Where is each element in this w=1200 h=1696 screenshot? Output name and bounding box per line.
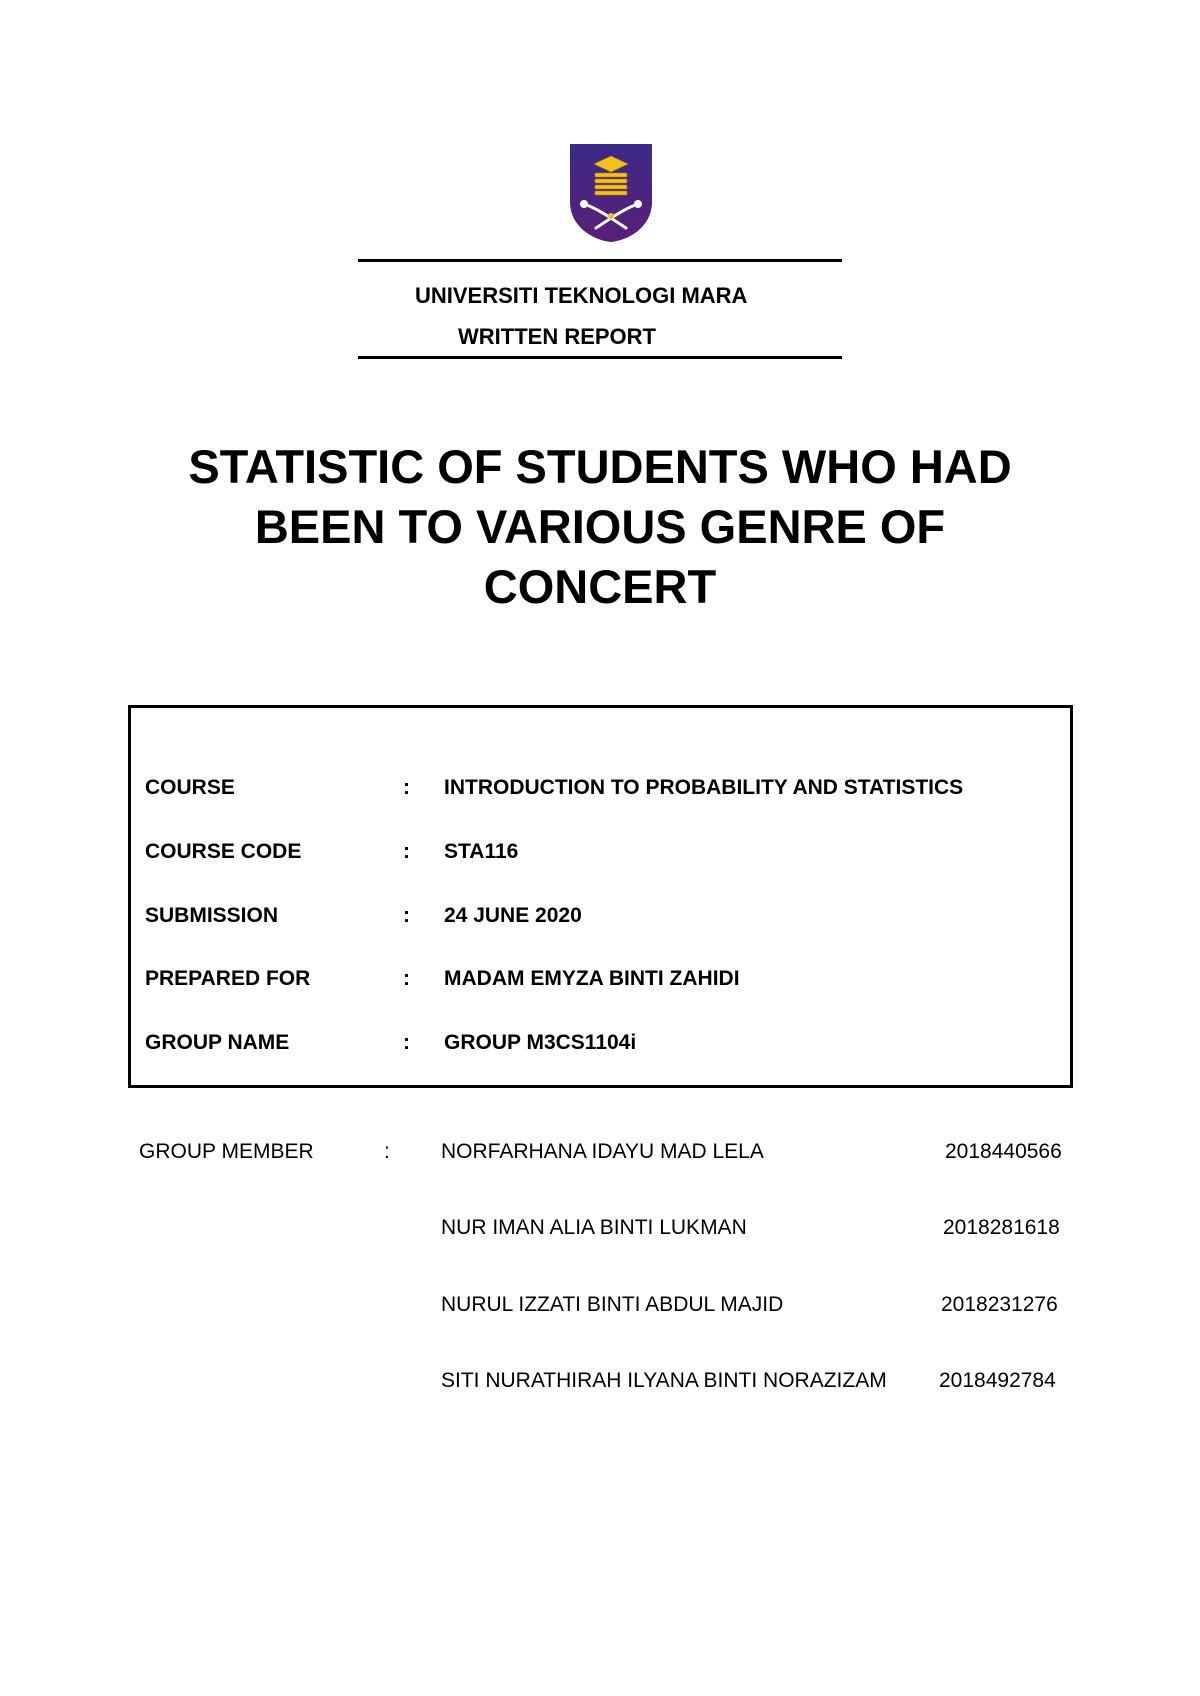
info-label: COURSE CODE [145, 840, 302, 863]
title-line-3: CONCERT [483, 560, 717, 613]
member-id: 2018440566 [945, 1140, 1062, 1163]
info-value: STA116 [444, 840, 519, 863]
member-id: 2018281618 [943, 1216, 1060, 1239]
info-value: 24 JUNE 2020 [444, 904, 582, 927]
info-row-group-name [131, 1031, 1070, 1059]
group-member-label: GROUP MEMBER [139, 1140, 314, 1163]
header-bottom-rule [358, 356, 842, 359]
member-name: NURUL IZZATI BINTI ABDUL MAJID [441, 1293, 784, 1316]
member-id: 2018492784 [939, 1369, 1056, 1392]
report-title [0, 437, 1200, 617]
course-info-box [128, 705, 1073, 1088]
title-line-1: STATISTIC OF STUDENTS WHO HAD [188, 440, 1012, 493]
info-label: GROUP NAME [145, 1031, 290, 1054]
info-row-course-code [131, 840, 1070, 868]
university-name: UNIVERSITI TEKNOLOGI MARA [415, 283, 748, 308]
info-value: MADAM EMYZA BINTI ZAHIDI [444, 967, 740, 990]
info-separator: : [403, 904, 410, 927]
info-separator: : [403, 840, 410, 863]
report-type: WRITTEN REPORT [458, 324, 656, 349]
info-label: COURSE [145, 776, 235, 799]
uitm-crest-icon [568, 142, 654, 244]
info-separator: : [403, 967, 410, 990]
info-row-submission [131, 904, 1070, 932]
info-separator: : [403, 1031, 410, 1054]
info-label: SUBMISSION [145, 904, 279, 927]
member-name: SITI NURATHIRAH ILYANA BINTI NORAZIZAM [441, 1369, 887, 1392]
info-value: INTRODUCTION TO PROBABILITY AND STATISTICS [444, 776, 964, 799]
info-separator: : [403, 776, 410, 799]
member-name: NORFARHANA IDAYU MAD LELA [441, 1140, 764, 1163]
title-line-2: BEEN TO VARIOUS GENRE OF [254, 500, 946, 553]
info-row-course [131, 776, 1070, 804]
header-top-rule [358, 259, 842, 262]
info-label: PREPARED FOR [145, 967, 311, 990]
info-value: GROUP M3CS1104i [444, 1031, 637, 1054]
member-name: NUR IMAN ALIA BINTI LUKMAN [441, 1216, 747, 1239]
group-member-separator: : [384, 1140, 390, 1163]
member-id: 2018231276 [941, 1293, 1058, 1316]
info-row-prepared-for [131, 967, 1070, 995]
